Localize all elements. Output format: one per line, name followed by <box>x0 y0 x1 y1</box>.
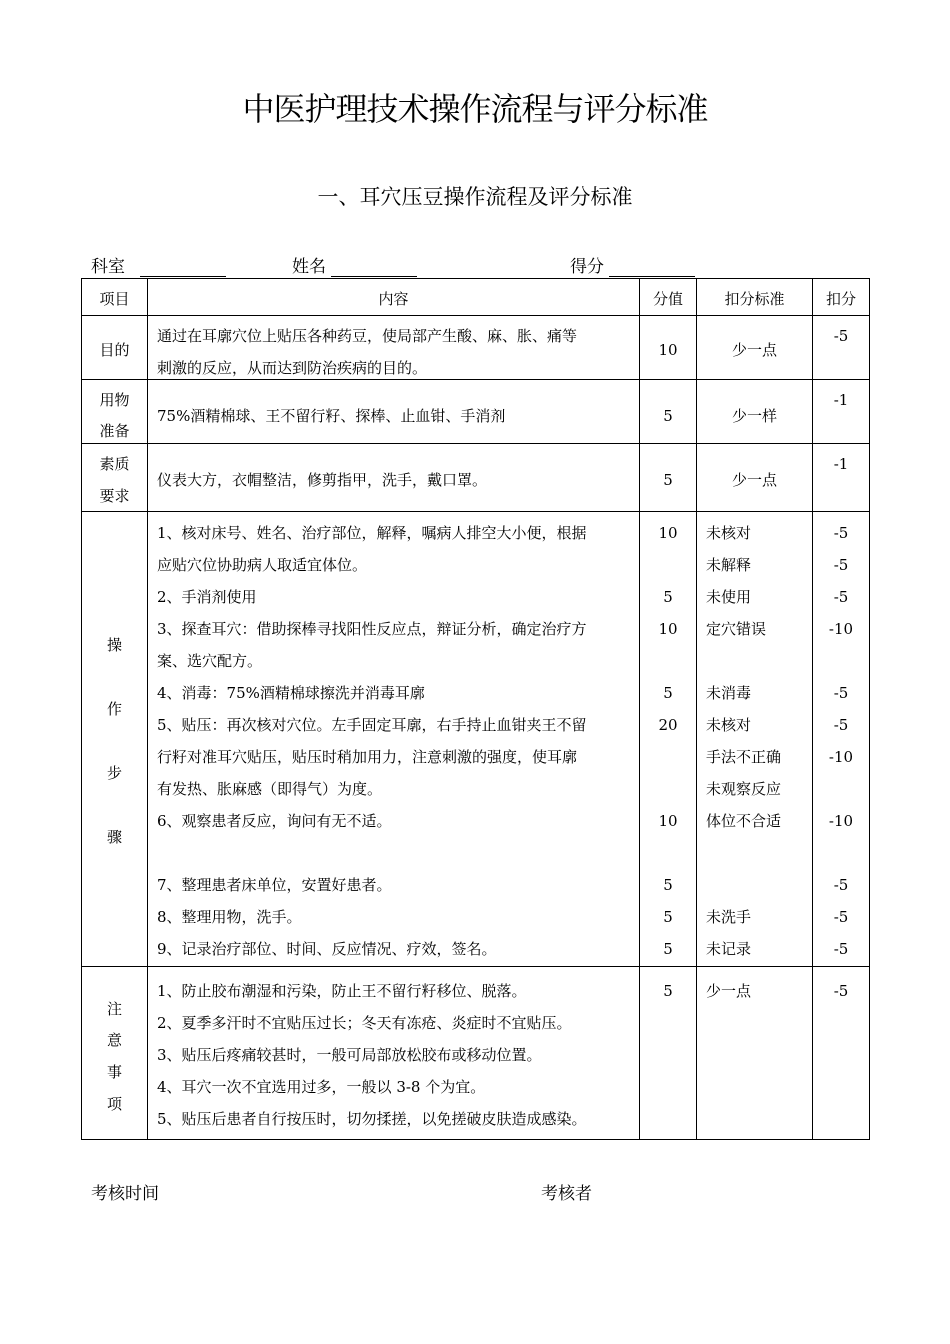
step-deduct: -5 <box>833 556 849 574</box>
row-label-steps: 操 <box>106 636 122 654</box>
row-label-supplies: 用物 <box>99 391 130 409</box>
row-label-steps: 步 <box>106 764 122 782</box>
step-line: 8、整理用物，洗手。 <box>157 908 302 926</box>
row-label-quality: 素质 <box>99 455 130 473</box>
note-line: 4、耳穴一次不宜选用过多，一般以 3-8 个为宜。 <box>157 1078 486 1096</box>
row-label-notes: 意 <box>106 1031 122 1049</box>
supplies-deduct: -1 <box>833 391 849 409</box>
row-label-steps: 骤 <box>106 828 122 846</box>
header-content: 内容 <box>378 290 409 308</box>
step-criteria: 未解释 <box>706 556 752 574</box>
step-line: 4、消毒：75%酒精棉球擦洗并消毒耳廓 <box>157 684 425 702</box>
table-border-right <box>869 278 870 1140</box>
quality-deduct: -1 <box>833 455 849 473</box>
supplies-criteria: 少一样 <box>731 407 777 425</box>
note-line: 5、贴压后患者自行按压时，切勿揉搓，以免搓破皮肤造成感染。 <box>157 1110 587 1128</box>
table-divider <box>81 443 870 444</box>
step-points: 5 <box>663 908 673 926</box>
quality-content: 仪表大方，衣帽整洁，修剪指甲，洗手，戴口罩。 <box>157 471 488 489</box>
step-criteria: 未核对 <box>706 524 752 542</box>
table-divider <box>81 315 870 316</box>
header-item: 项目 <box>99 290 130 308</box>
note-line: 3、贴压后疼痛较甚时，一般可局部放松胶布或移动位置。 <box>157 1046 542 1064</box>
step-deduct: -5 <box>833 940 849 958</box>
notes-points: 5 <box>663 982 673 1000</box>
row-label-supplies: 准备 <box>99 422 130 440</box>
step-criteria: 手法不正确 <box>706 748 782 766</box>
step-deduct: -5 <box>833 684 849 702</box>
step-criteria: 未记录 <box>706 940 752 958</box>
exam-time-label: 考核时间 <box>91 1184 159 1204</box>
purpose-points: 10 <box>658 341 678 359</box>
score-label: 得分 <box>570 257 604 277</box>
score-blank[interactable] <box>609 258 695 277</box>
step-criteria: 未观察反应 <box>706 780 782 798</box>
purpose-content-line: 通过在耳廓穴位上贴压各种药豆，使局部产生酸、麻、胀、痛等 <box>157 327 578 345</box>
step-line: 3、探查耳穴：借助探棒寻找阳性反应点，辩证分析，确定治疗方 <box>157 620 587 638</box>
step-points: 5 <box>663 684 673 702</box>
step-line: 行籽对准耳穴贴压，贴压时稍加用力，注意刺激的强度，使耳廓 <box>157 748 578 766</box>
step-deduct: -10 <box>828 812 854 830</box>
supplies-points: 5 <box>663 407 673 425</box>
dept-field <box>91 252 226 277</box>
row-label-steps: 作 <box>106 700 122 718</box>
note-line: 1、防止胶布潮湿和污染，防止王不留行籽移位、脱落。 <box>157 982 527 1000</box>
step-criteria: 未洗手 <box>706 908 752 926</box>
step-deduct: -10 <box>828 620 854 638</box>
note-line: 2、夏季多汗时不宜贴压过长；冬天有冻疮、炎症时不宜贴压。 <box>157 1014 572 1032</box>
row-label-notes: 项 <box>106 1095 122 1113</box>
quality-criteria: 少一点 <box>731 471 777 489</box>
header-criteria: 扣分标准 <box>724 290 785 308</box>
step-criteria: 未消毒 <box>706 684 752 702</box>
step-line: 案、选穴配方。 <box>157 652 263 670</box>
step-line: 7、整理患者床单位，安置好患者。 <box>157 876 392 894</box>
name-label: 姓名 <box>292 257 326 277</box>
dept-blank[interactable] <box>140 258 226 277</box>
step-line: 应贴穴位协助病人取适宜体位。 <box>157 556 368 574</box>
step-points: 10 <box>658 524 678 542</box>
step-deduct: -5 <box>833 716 849 734</box>
step-deduct: -5 <box>833 524 849 542</box>
step-criteria: 体位不合适 <box>706 812 782 830</box>
purpose-content-line: 刺激的反应，从而达到防治疾病的目的。 <box>157 359 428 377</box>
notes-criteria: 少一点 <box>706 982 752 1000</box>
step-line: 2、手消剂使用 <box>157 588 257 606</box>
step-points: 5 <box>663 588 673 606</box>
step-deduct: -5 <box>833 908 849 926</box>
step-criteria: 未核对 <box>706 716 752 734</box>
dept-label: 科室 <box>91 257 125 277</box>
row-label-notes: 注 <box>106 1000 122 1018</box>
notes-deduct: -5 <box>833 982 849 1000</box>
purpose-deduct: -5 <box>833 327 849 345</box>
step-line: 有发热、胀麻感（即得气）为度。 <box>157 780 383 798</box>
step-points: 10 <box>658 812 678 830</box>
step-points: 5 <box>663 940 673 958</box>
row-label-purpose: 目的 <box>99 341 130 359</box>
step-criteria: 定穴错误 <box>706 620 767 638</box>
step-line: 5、贴压：再次核对穴位。左手固定耳廓，右手持止血钳夹王不留 <box>157 716 587 734</box>
name-field <box>292 252 417 277</box>
score-field <box>570 252 695 277</box>
step-line: 1、核对床号、姓名、治疗部位，解释，嘱病人排空大小便，根据 <box>157 524 587 542</box>
table-border-top <box>81 278 870 279</box>
row-label-notes: 事 <box>106 1063 122 1081</box>
step-criteria: 未使用 <box>706 588 752 606</box>
table-divider <box>81 511 870 512</box>
table-border-bottom <box>81 1139 870 1140</box>
step-points: 20 <box>658 716 678 734</box>
examiner-label: 考核者 <box>541 1184 592 1204</box>
section-title: 一、耳穴压豆操作流程及评分标准 <box>317 185 633 209</box>
step-deduct: -10 <box>828 748 854 766</box>
purpose-criteria: 少一点 <box>731 341 777 359</box>
name-blank[interactable] <box>331 258 417 277</box>
step-line: 9、记录治疗部位、时间、反应情况、疗效，签名。 <box>157 940 497 958</box>
header-deduct: 扣分 <box>825 290 856 308</box>
step-deduct: -5 <box>833 588 849 606</box>
quality-points: 5 <box>663 471 673 489</box>
row-label-quality: 要求 <box>99 487 130 505</box>
header-points: 分值 <box>652 290 683 308</box>
supplies-content: 75%酒精棉球、王不留行籽、探棒、止血钳、手消剂 <box>157 407 506 425</box>
table-col-divider <box>147 278 148 1140</box>
table-divider <box>81 966 870 967</box>
step-points: 10 <box>658 620 678 638</box>
step-line: 6、观察患者反应，询问有无不适。 <box>157 812 392 830</box>
step-deduct: -5 <box>833 876 849 894</box>
page-title: 中医护理技术操作流程与评分标准 <box>242 90 708 128</box>
step-points: 5 <box>663 876 673 894</box>
